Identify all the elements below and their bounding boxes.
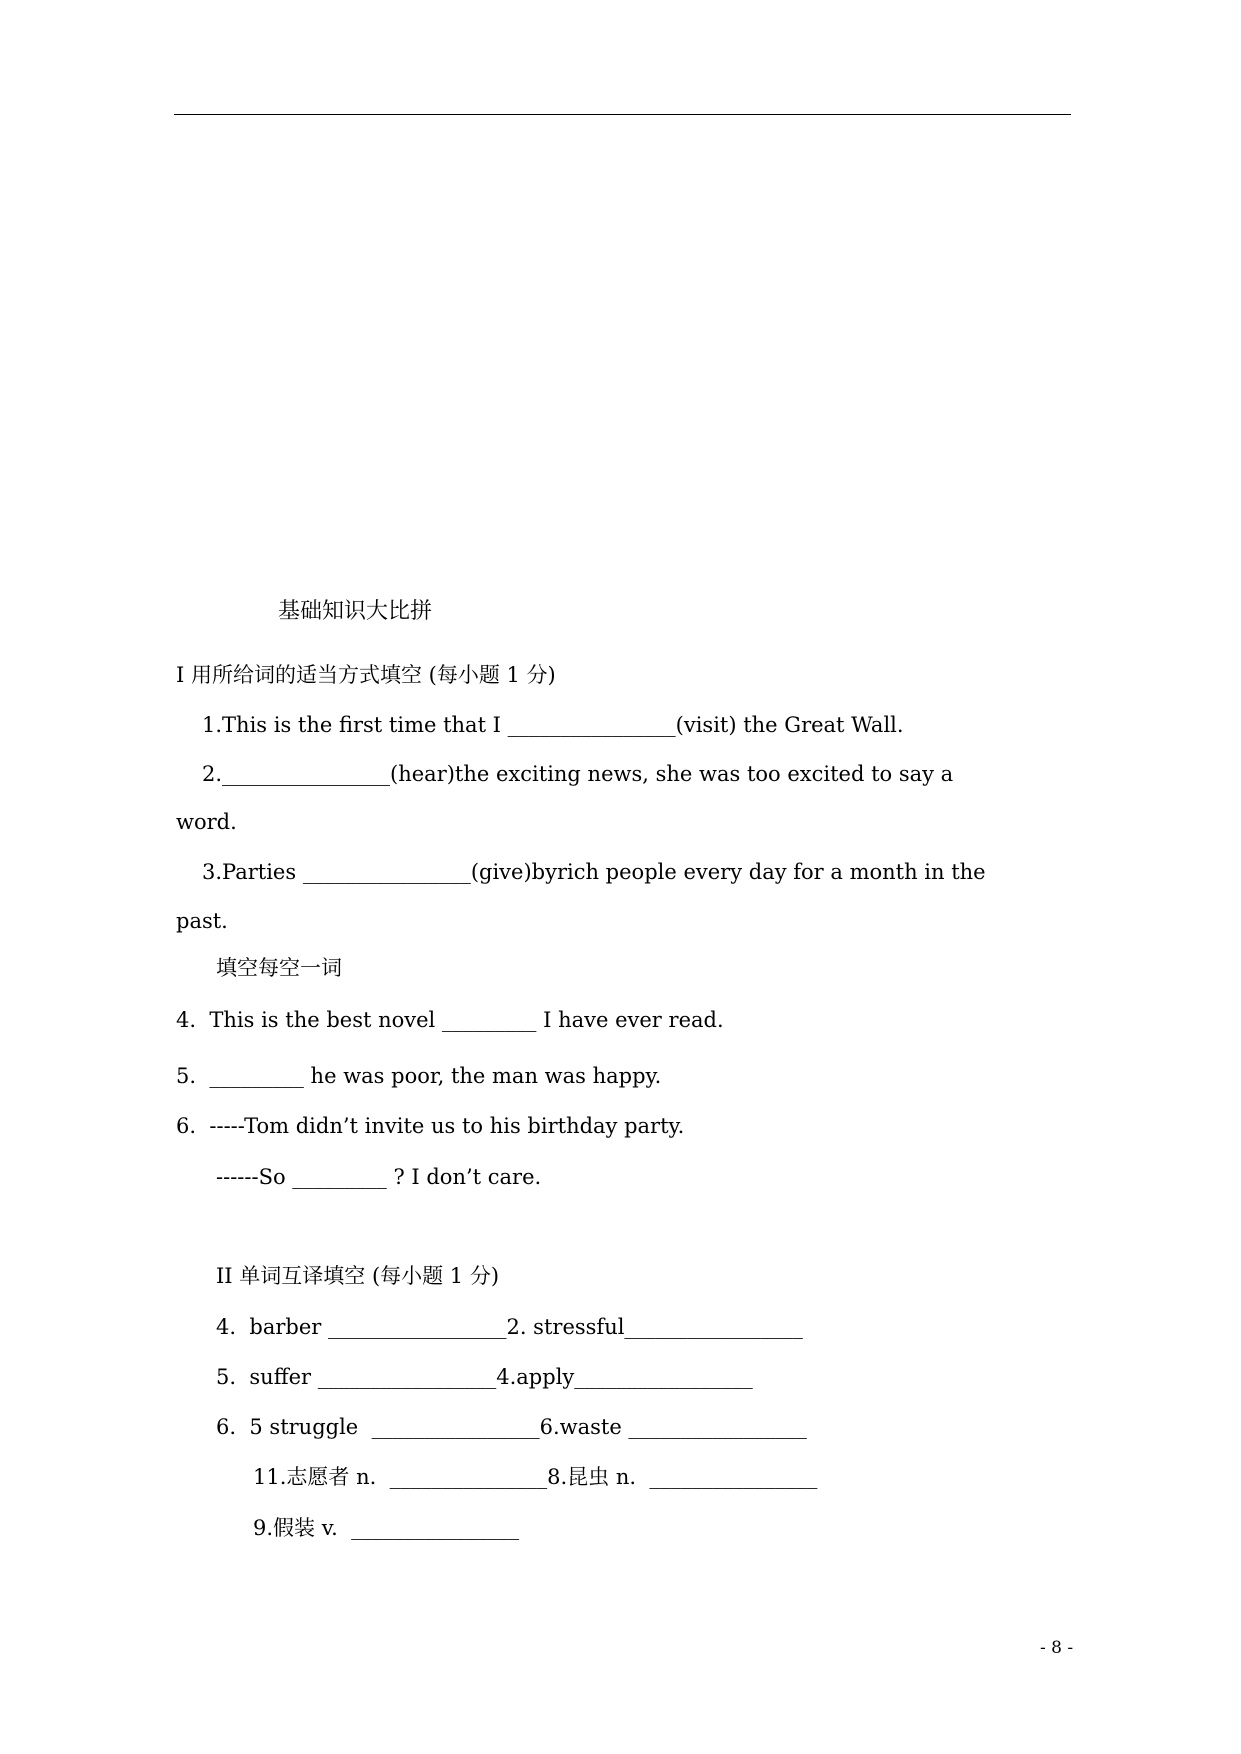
section1-heading: I 用所给词的适当方式填空 (每小题 1 分) <box>176 663 556 687</box>
vocab-row-4: 11.志愿者 n. _______________8.昆虫 n. ________________ <box>253 1465 818 1489</box>
header-rule <box>174 114 1071 115</box>
question-4: 4. This is the best novel _________ I have ever read. <box>176 1008 724 1032</box>
section2-heading: II 单词互译填空 (每小题 1 分) <box>216 1264 500 1288</box>
question-5: 5. _________ he was poor, the man was happy. <box>176 1064 662 1088</box>
question-6: 6. -----Tom didn’t invite us to his birthday party. <box>176 1114 685 1138</box>
vocab-row-2: 5. suffer _________________4.apply_________________ <box>216 1365 753 1389</box>
question-2-continued: word. <box>176 810 237 834</box>
question-2: 2.________________(hear)the exciting news, she was too excited to say a <box>202 762 954 786</box>
question-3-continued: past. <box>176 909 228 933</box>
section1-subheading: 填空每空一词 <box>216 956 342 980</box>
vocab-row-1: 4. barber _________________2. stressful_________________ <box>216 1315 803 1339</box>
question-6-reply: ------So _________ ? I don’t care. <box>216 1165 542 1189</box>
document-title: 基础知识大比拼 <box>278 599 433 624</box>
vocab-row-3: 6. 5 struggle ________________6.waste _________________ <box>216 1415 807 1439</box>
question-3: 3.Parties ________________(give)byrich people every day for a month in the <box>202 860 986 884</box>
question-1: 1.This is the first time that I ________________(visit) the Great Wall. <box>202 713 904 737</box>
page-number: - 8 - <box>1040 1638 1074 1658</box>
vocab-row-5: 9.假装 v. ________________ <box>253 1516 520 1540</box>
